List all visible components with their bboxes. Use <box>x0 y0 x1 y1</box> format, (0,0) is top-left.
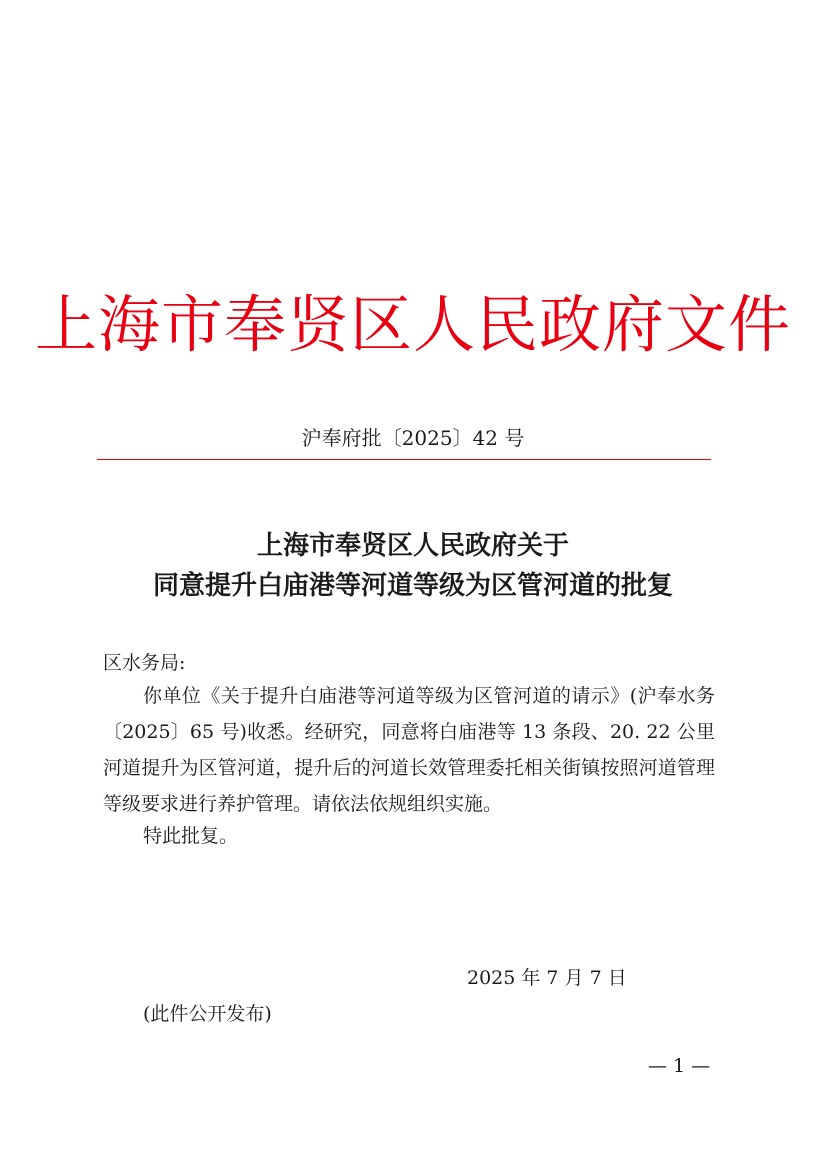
title-line-1: 上海市奉贤区人民政府关于 <box>256 531 569 561</box>
document-number: 沪奉府批〔2025〕42 号 <box>301 426 525 450</box>
body-text <box>103 678 715 822</box>
public-release-note: (此件公开发布) <box>143 1003 272 1025</box>
page-number: — 1 — <box>648 1055 711 1077</box>
document-title <box>0 526 826 606</box>
issue-date: 2025 年 7 月 7 日 <box>467 967 627 989</box>
title-line-2: 同意提升白庙港等河道等级为区管河道的批复 <box>152 571 673 601</box>
closing-text: 特此批复。 <box>143 825 239 847</box>
red-separator-line <box>97 459 711 460</box>
body-paragraph: 你单位《关于提升白庙港等河道等级为区管河道的请示》(沪奉水务〔2025〕65 号)收悉。经研究，同意将白庙港等 13 条段、20. 22 公里河道提升为区管河道，提升后的河道长效管理委托相关街镇按照河道管理等级要求进行养护管理。请依法依规组织实施。 <box>103 685 715 815</box>
issuer-heading: 上海市奉贤区人民政府文件 <box>34 288 791 361</box>
addressee: 区水务局: <box>103 652 186 674</box>
